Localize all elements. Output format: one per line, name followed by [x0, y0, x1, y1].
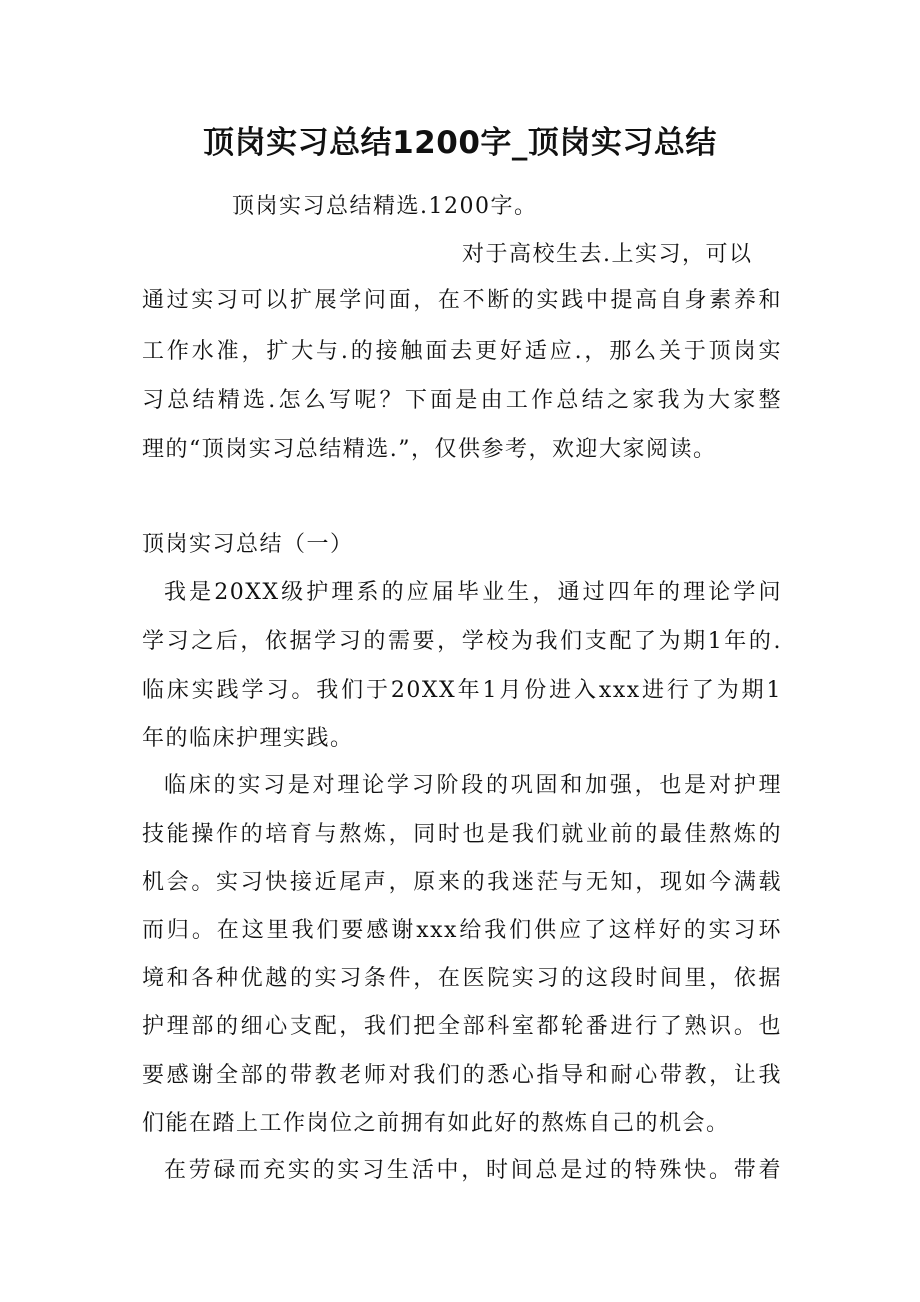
paragraph-line: 护理部的细心支配，我们把全部科室都轮番进行了熟识。也 [142, 1014, 782, 1039]
intro-line: 理的“顶岗实习总结精选.”，仅供参考，欢迎大家阅读。 [142, 437, 717, 462]
section-heading: 顶岗实习总结（一） [142, 532, 354, 557]
intro-line: 通过实习可以扩展学问面，在不断的实践中提高自身素养和 [142, 288, 782, 313]
paragraph-line: 要感谢全部的带教老师对我们的悉心指导和耐心带教，让我 [142, 1063, 782, 1088]
paragraph-line: 们能在踏上工作岗位之前拥有如此好的熬炼自己的机会。 [142, 1111, 730, 1136]
intro-line: 习总结精选.怎么写呢？下面是由工作总结之家我为大家整 [142, 388, 782, 413]
paragraph-line: 在劳碌而充实的实习生活中，时间总是过的特殊快。带着 [164, 1158, 782, 1183]
paragraph-line: 临床实践学习。我们于20XX年1月份进入xxx进行了为期1 [142, 678, 782, 703]
document-title: 顶岗实习总结1200字_顶岗实习总结 [203, 125, 717, 161]
paragraph-line: 境和各种优越的实习条件，在医院实习的这段时间里，依据 [142, 966, 782, 991]
paragraph-line: 而归。在这里我们要感谢xxx给我们供应了这样好的实习环 [142, 918, 782, 943]
paragraph-line: 临床的实习是对理论学习阶段的巩固和加强，也是对护理 [164, 773, 782, 798]
paragraph-line: 机会。实习快接近尾声，原来的我迷茫与无知，现如今满载 [142, 870, 782, 895]
paragraph-line: 我是20XX级护理系的应届毕业生，通过四年的理论学问 [164, 580, 782, 605]
paragraph-line: 技能操作的培育与熬炼，同时也是我们就业前的最佳熬炼的 [142, 822, 782, 847]
paragraph-line: 年的临床护理实践。 [142, 726, 354, 751]
paragraph-line: 学习之后，依据学习的需要，学校为我们支配了为期1年的. [142, 629, 782, 654]
intro-line: 对于高校生去.上实习，可以 [462, 242, 753, 267]
document-subtitle: 顶岗实习总结精选.1200字。 [232, 194, 538, 219]
intro-line: 工作水准，扩大与.的接触面去更好适应.，那么关于顶岗实 [142, 339, 782, 364]
